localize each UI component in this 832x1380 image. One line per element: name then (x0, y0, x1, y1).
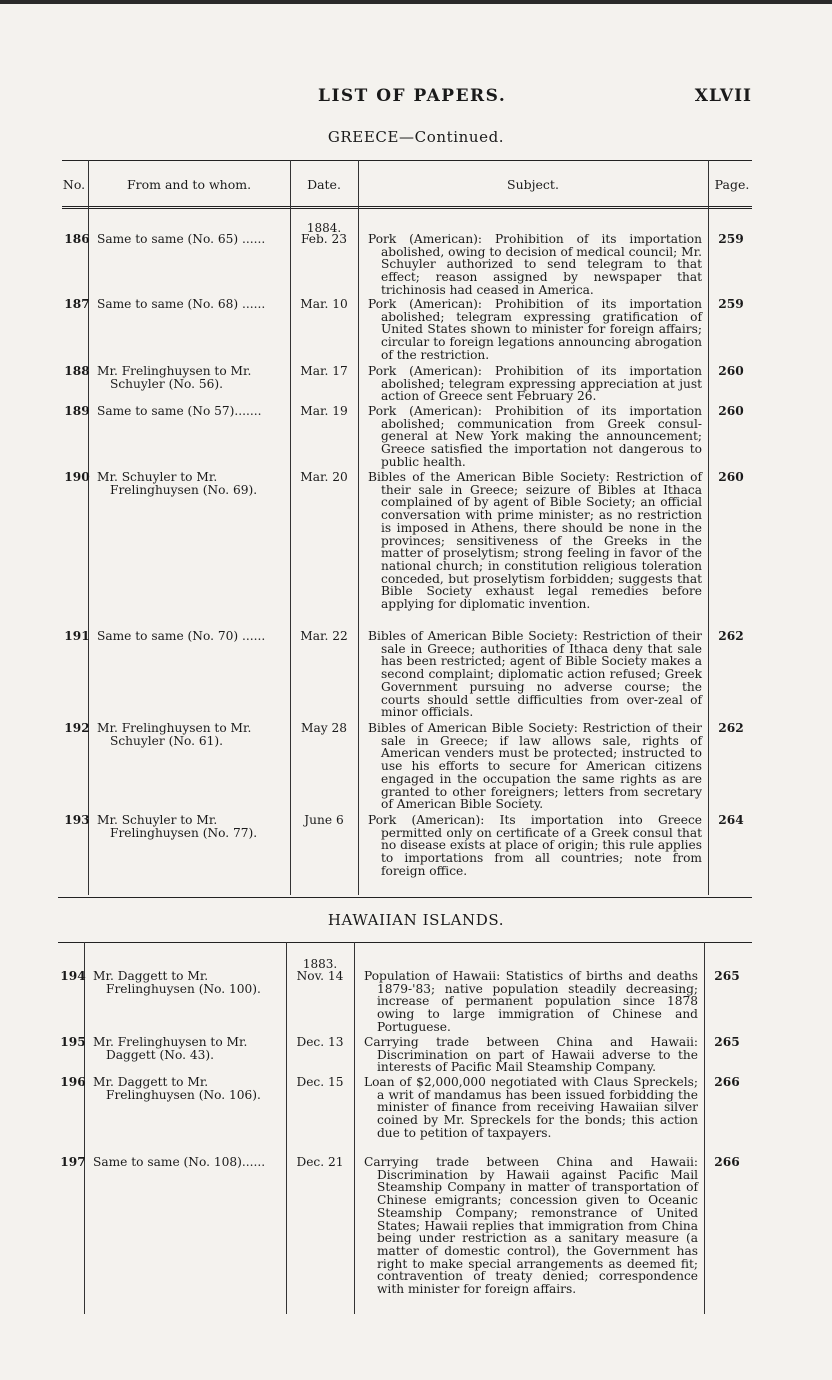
row-from-to (93, 1156, 281, 1169)
row-subject-text: Bibles of American Bible Society: Restriction of their sale in Greece; if law allows sale, rights of American venders must be protected; instructed to use his efforts to secure for American citizens engaged in the occupation the same rights as are granted to other foreigners; letters from secretary of American Bible Society. (368, 721, 702, 812)
row-subject-text: Pork (American): Prohibition of its importation abolished; telegram expressing appreciation at just action of Greece sent February 26. (368, 364, 702, 404)
row-subject (368, 814, 702, 878)
row-from-to (97, 233, 285, 246)
row-date: Dec. 21 (296, 1155, 344, 1169)
row-subject (368, 471, 702, 611)
row-from-to-text: Mr. Schuyler to Mr. Frelinghuysen (No. 69). (97, 470, 258, 497)
row-from-to (97, 405, 285, 418)
row-subject-text: Bibles of the American Bible Society: Restriction of their sale in Greece; seizure of Bibles at Ithaca complained of by agent of Bible Society; an official conversation with prime minister; as no restriction is imposed in Athens, there should be none in the provinces; sensitiveness of the Greeks in the matter of proselytism; strong feeling in favor of the national church; in constitution religious toleration conceded, but proselytism forbidden; suggests that Bible Society exhaust legal remedies before applying for diplomatic invention. (368, 470, 702, 612)
row-page: 265 (714, 1035, 740, 1049)
row-date: Mar. 20 (300, 470, 348, 484)
row-from-to-text: Same to same (No. 108)...... (93, 1155, 266, 1169)
row-subject (364, 970, 698, 1034)
table-top-rule (62, 160, 752, 161)
column-header-subject: Subject. (507, 177, 559, 192)
section-title-greece: GREECE—Continued. (327, 128, 505, 146)
row-subject (364, 1036, 698, 1074)
row-from-to-text: Mr. Frelinghuysen to Mr. Daggett (No. 43). (93, 1035, 248, 1062)
row-subject (368, 722, 702, 811)
row-date: Mar. 22 (300, 629, 348, 643)
header-rule-double (62, 208, 752, 209)
row-number: 193 (64, 813, 90, 827)
row-subject-text: Pork (American): Prohibition of its importation abolished; communication from Greek consul-general at New York making the announcement; Greece satisfied the importation not dangerous to public health. (368, 404, 702, 469)
row-subject-text: Bibles of American Bible Society: Restriction of their sale in Greece; authorities of Ithaca deny that sale has been restricted; agent of Bible Society makes a second complaint; diplomatic action refused; Greek Government pursuing no adverse course; the courts should settle difficulties from over-zeal of minor officials. (368, 629, 702, 720)
row-from-to (93, 1036, 281, 1061)
row-subject-text: Carrying trade between China and Hawaii: Discrimination by Hawaii against Pacific Mail Steamship Company in matter of transportation of Chinese emigrants; concession given to Oceanic Steamship Company; remonstrance of United States; Hawaii replies that immigration from China being under restriction as a sanitary measure (a matter of domestic control), the Government has right to make special arrangements as deemed fit; contravention of treaty denied; correspondence with minister for foreign affairs. (364, 1155, 698, 1297)
row-page: 260 (718, 364, 744, 378)
row-date: Mar. 17 (300, 364, 348, 378)
row-from-to (93, 970, 281, 995)
row-from-to (97, 722, 285, 747)
row-from-to-text: Same to same (No. 70) ...... (97, 629, 266, 643)
row-subject (364, 1156, 698, 1296)
row-subject-text: Carrying trade between China and Hawaii: Discrimination on part of Hawaii adverse to the interests of Pacific Mail Steamship Company. (364, 1035, 698, 1075)
row-date: May 28 (300, 721, 347, 735)
column-header-page: Page. (714, 177, 750, 192)
row-from-to-text: Same to same (No 57)....... (97, 404, 262, 418)
row-from-to (97, 298, 285, 311)
row-from-to-text: Mr. Schuyler to Mr. Frelinghuysen (No. 77). (97, 813, 258, 840)
row-page: 259 (718, 232, 744, 246)
year-label: 1884. (306, 221, 342, 235)
row-date: Feb. 23 (300, 232, 348, 246)
row-subject-text: Population of Hawaii: Statistics of births and deaths 1879-'83; native population steadily decreasing; increase of permanent population since 1878 owing to large immigration of Chinese and Portuguese. (364, 969, 698, 1034)
row-page: 262 (718, 721, 744, 735)
row-from-to-text: Mr. Daggett to Mr. Frelinghuysen (No. 106). (93, 1075, 261, 1102)
row-page: 266 (714, 1075, 740, 1089)
row-page: 266 (714, 1155, 740, 1169)
row-from-to-text: Mr. Daggett to Mr. Frelinghuysen (No. 100). (93, 969, 261, 996)
row-from-to (97, 630, 285, 643)
row-from-to-text: Mr. Frelinghuysen to Mr. Schuyler (No. 56). (97, 364, 252, 391)
row-number: 197 (60, 1155, 86, 1169)
row-number: 195 (60, 1035, 86, 1049)
row-number: 192 (64, 721, 90, 735)
col-divider (88, 160, 89, 895)
running-title: LIST OF PAPERS. (318, 86, 507, 106)
row-date: Dec. 13 (296, 1035, 344, 1049)
col-divider (290, 160, 291, 895)
row-subject (368, 298, 702, 362)
year-label: 1883. (302, 957, 338, 971)
row-number: 194 (60, 969, 86, 983)
col-divider (704, 942, 705, 1314)
top-border (0, 0, 832, 4)
col-divider (286, 942, 287, 1314)
row-subject-text: Loan of $2,000,000 negotiated with Claus Spreckels; a writ of mandamus has been issued forbidding the minister of finance from receiving Hawaiian silver coined by Mr. Spreckels for the bonds; this action due to petition of taxpayers. (364, 1075, 698, 1140)
row-from-to (97, 365, 285, 390)
row-subject (368, 405, 702, 469)
col-divider (708, 160, 709, 895)
row-date: Mar. 19 (300, 404, 348, 418)
header-rule (62, 206, 752, 207)
section-end-rule (58, 897, 752, 898)
row-from-to-text: Same to same (No. 65) ...... (97, 232, 266, 246)
row-subject-text: Pork (American): Prohibition of its importation abolished; telegram expressing gratification of United States shown to minister for foreign affairs; circular to foreign legations announcing abrogation of the restriction. (368, 297, 702, 362)
row-from-to (93, 1076, 281, 1101)
row-subject (368, 233, 702, 297)
row-page: 260 (718, 470, 744, 484)
row-number: 189 (64, 404, 90, 418)
row-subject-text: Pork (American): Its importation into Greece permitted only on certificate of a Greek consul that no disease exists at place of origin; this rule applies to importations from all countries; note from foreign office. (368, 813, 702, 878)
row-page: 262 (718, 629, 744, 643)
table-top-rule (58, 942, 752, 943)
row-from-to (97, 814, 285, 839)
row-page: 265 (714, 969, 740, 983)
row-number: 186 (64, 232, 90, 246)
column-header-from: From and to whom. (126, 177, 252, 192)
row-date: Dec. 15 (296, 1075, 344, 1089)
row-number: 196 (60, 1075, 86, 1089)
row-page: 259 (718, 297, 744, 311)
row-date: June 6 (304, 813, 344, 827)
column-header-no: No. (62, 177, 86, 192)
row-page: 260 (718, 404, 744, 418)
row-from-to-text: Same to same (No. 68) ...... (97, 297, 266, 311)
row-number: 191 (64, 629, 90, 643)
row-from-to (97, 471, 285, 496)
row-date: Mar. 10 (300, 297, 348, 311)
row-number: 187 (64, 297, 90, 311)
row-subject (364, 1076, 698, 1140)
col-divider (354, 942, 355, 1314)
col-divider (84, 942, 85, 1314)
row-number: 190 (64, 470, 90, 484)
row-number: 188 (64, 364, 90, 378)
col-divider (358, 160, 359, 895)
page-folio: XLVII (694, 86, 752, 106)
section-title-hawaii: HAWAIIAN ISLANDS. (327, 911, 505, 929)
running-head (0, 86, 832, 110)
column-header-date: Date. (307, 177, 341, 192)
row-page: 264 (718, 813, 744, 827)
row-subject (368, 365, 702, 403)
row-from-to-text: Mr. Frelinghuysen to Mr. Schuyler (No. 61). (97, 721, 252, 748)
row-date: Nov. 14 (296, 969, 344, 983)
row-subject-text: Pork (American): Prohibition of its importation abolished, owing to decision of medical council; Mr. Schuyler authorized to send telegram to that effect; reason assigned by newspaper that trichinosis had ceased in America. (368, 232, 702, 297)
row-subject (368, 630, 702, 719)
